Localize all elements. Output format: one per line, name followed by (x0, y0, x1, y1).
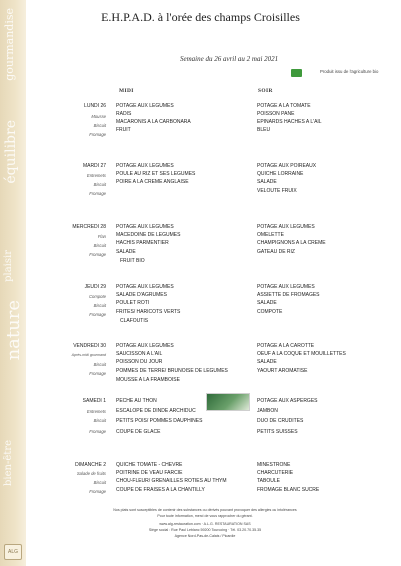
day-sublabel: Biscuit (93, 480, 106, 485)
midi-item: POULET ROTI (116, 300, 150, 306)
company-agency: Agence Nord-Pas-de-Calais / Picardie (174, 534, 236, 538)
midi-item: POTAGE AUX LEGUMES (116, 343, 174, 349)
sidebar-word: équilibre (3, 120, 19, 184)
soir-item: DUO DE CRUDITES (257, 418, 304, 424)
midi-item: QUICHE TOMATE - CHEVRE (116, 462, 183, 468)
column-soir: SOIR (258, 88, 273, 94)
soir-item: ASSIETTE DE FROMAGES (257, 292, 320, 298)
soir-item: SALADE (257, 179, 277, 185)
soir-item: POISSON PANE (257, 111, 295, 117)
food-photo (206, 393, 250, 411)
midi-item: POULE AU RIZ ET SES LEGUMES (116, 171, 196, 177)
decorative-sidebar (0, 0, 26, 566)
midi-item: MOUSSE A LA FRAMBOISE (116, 377, 180, 383)
soir-item: MINESTRONE (257, 462, 291, 468)
soir-item: YAOURT AROMATISE (257, 368, 308, 374)
day-name: JEUDI 29 (84, 284, 106, 290)
day-sublabel: Biscuit (93, 362, 106, 367)
day-name: SAMEDI 1 (82, 398, 106, 404)
midi-item: SALADE (116, 249, 136, 255)
soir-item: FROMAGE BLANC SUCRE (257, 487, 320, 493)
day-sublabel: Entremets (86, 409, 106, 414)
midi-item: ESCALOPE DE DINDE ARCHIDUC (116, 408, 196, 414)
midi-item: MACEDOINE DE LEGUMES (116, 232, 181, 238)
company-address: Siège social : Rue Paul Leblanc 59200 Tourcoing · Tél. 03.20.70.35.35 (148, 528, 262, 532)
midi-item: PETITS POIS/ POMMES DAUPHINES (116, 418, 203, 424)
page-title: E.H.P.A.D. à l'orée des champs Croisilles (101, 10, 300, 24)
soir-item: POTAGE AUX POIREAUX (257, 163, 317, 169)
sidebar-word: gourmandise (3, 8, 16, 81)
midi-item: POMMES DE TERRE/ BRUNOISE DE LEGUMES (116, 368, 228, 374)
soir-item: POTAGE A LA TOMATE (257, 103, 311, 109)
midi-item: RADIS (116, 111, 132, 117)
midi-item: FRITES/ HARICOTS VERTS (116, 309, 181, 315)
allergy-notice: Nos plats sont susceptibles de contenir des substances ou dérivés pouvant provoquer des allergies ou intolérances (113, 508, 297, 512)
day-sublabel: Fromage (89, 252, 106, 257)
midi-item: SALADE D'AGRUMES (116, 292, 167, 298)
soir-item: EPINARDS HACHES A L'AIL (257, 119, 322, 125)
day-name: DIMANCHE 2 (75, 462, 106, 468)
allergy-contact: Pour toute information, merci de vous rapprocher du gérant. (157, 514, 253, 518)
soir-item: SALADE (257, 300, 277, 306)
day-sublabel: Salade de fruits (76, 471, 106, 476)
sidebar-word: nature (3, 300, 24, 361)
midi-item: FRUIT (116, 127, 131, 133)
midi-item: CLAFOUTIS (120, 318, 149, 324)
midi-item: POTAGE AUX LEGUMES (116, 103, 174, 109)
soir-item: CHAMPIGNONS A LA CREME (257, 240, 326, 246)
soir-item: POTAGE A LA CAROTTE (257, 343, 315, 349)
day-name: LUNDI 26 (84, 103, 106, 109)
soir-item: SALADE (257, 359, 277, 365)
soir-item: OEUF A LA COQUE ET MOUILLETTES (257, 351, 346, 357)
midi-item: POTAGE AUX LEGUMES (116, 284, 174, 290)
midi-item: COUPE DE FRAISES A LA CHANTILLY (116, 487, 205, 493)
midi-item: MACARONIS A LA CARBONARA (116, 119, 191, 125)
soir-item: PETITS SUISSES (257, 429, 298, 435)
organic-label-icon (291, 69, 302, 77)
day-sublabel: Flan (97, 234, 106, 239)
soir-item: BLEU (257, 127, 271, 133)
midi-item: POTAGE AUX LEGUMES (116, 224, 174, 230)
midi-item: POTAGE AUX LEGUMES (116, 163, 174, 169)
midi-item: POISSON DU JOUR (116, 359, 163, 365)
day-sublabel: Après-midi gourmand (71, 353, 106, 357)
day-sublabel: Entremets (86, 173, 106, 178)
day-sublabel: Fromage (89, 191, 106, 196)
column-midi: MIDI (119, 88, 134, 94)
day-name: MARDI 27 (82, 163, 106, 169)
midi-item: POITRINE DE VEAU FARCIE (116, 470, 183, 476)
day-sublabel: Mousse (91, 114, 106, 119)
soir-item: POTAGE AUX LEGUMES (257, 284, 315, 290)
day-sublabel: Compote (89, 294, 106, 299)
soir-item: JAMBON (257, 408, 278, 414)
soir-item: VELOUTE FRUIX (257, 188, 297, 194)
day-name: VENDREDI 30 (73, 343, 106, 349)
day-sublabel: Biscuit (93, 303, 106, 308)
soir-item: OMELETTE (257, 232, 284, 238)
midi-item: FRUIT BIO (120, 258, 145, 264)
day-sublabel: Fromage (89, 371, 106, 376)
soir-item: POTAGE AUX LEGUMES (257, 224, 315, 230)
soir-item: CHARCUTERIE (257, 470, 294, 476)
day-name: MERCREDI 28 (72, 224, 106, 230)
brand-logo: ALG (4, 544, 22, 560)
midi-item: HACHIS PARMENTIER (116, 240, 169, 246)
day-sublabel: Biscuit (93, 418, 106, 423)
day-sublabel: Fromage (89, 429, 106, 434)
midi-item: CHOU-FLEUR/ GRENAILLES ROTIES AU THYM (116, 478, 227, 484)
soir-item: GATEAU DE RIZ (257, 249, 295, 255)
sidebar-word: bien-être (3, 440, 14, 486)
day-sublabel: Biscuit (93, 182, 106, 187)
day-sublabel: Fromage (89, 489, 106, 494)
soir-item: COMPOTE (257, 309, 283, 315)
midi-item: SAUCISSON A L'AIL (116, 351, 163, 357)
soir-item: TABOULE (257, 478, 280, 484)
week-range: Semaine du 26 avril au 2 mai 2021 (180, 55, 279, 63)
midi-item: PECHE AU THON (116, 398, 157, 404)
organic-label-note: Produit issu de l'agriculture bio (320, 69, 379, 74)
sidebar-word: plaisir (3, 250, 14, 282)
day-sublabel: Biscuit (93, 123, 106, 128)
day-sublabel: Biscuit (93, 243, 106, 248)
soir-item: POTAGE AUX ASPERGES (257, 398, 318, 404)
day-sublabel: Fromage (89, 132, 106, 137)
soir-item: QUICHE LORRAINE (257, 171, 304, 177)
midi-item: COUPE DE GLACE (116, 429, 161, 435)
company-info: www.alg-restauration.com · A.L.G. RESTAURATION SAS (159, 522, 251, 526)
day-sublabel: Fromage (89, 312, 106, 317)
midi-item: POIRE A LA CREME ANGLAISE (116, 179, 189, 185)
